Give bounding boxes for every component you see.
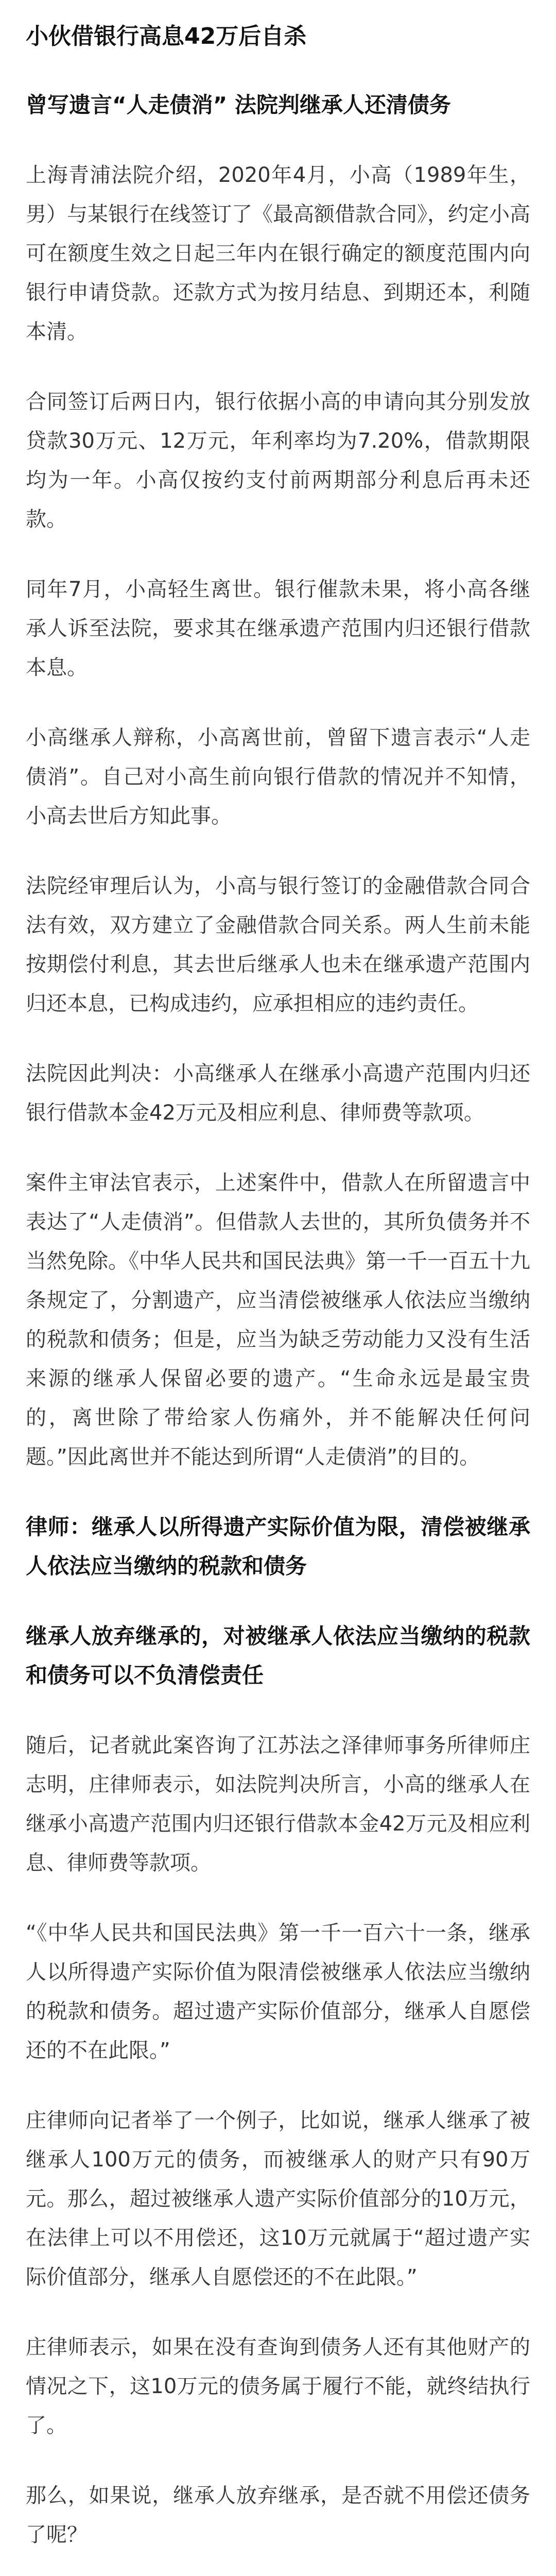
article-paragraph: 法院因此判决：小高继承人在继承小高遗产范围内归还银行借款本金42万元及相应利息、律师费等款项。 xyxy=(26,1062,530,1125)
article-body xyxy=(26,86,530,2576)
article-paragraph: 法院经审理后认为，小高与银行签订的金融借款合同合法有效，双方建立了金融借款合同关系。两人生前未能按期偿付利息，其去世后继承人也未在继承遗产范围内归还本息，已构成违约，应承担相应的违约责任。 xyxy=(26,874,530,1015)
section-heading: 曾写遗言“人走债消” 法院判继承人还清债务 xyxy=(26,92,451,117)
article-paragraph: 庄律师向记者举了一个例子，比如说，继承人继承了被继承人100万元的债务，而被继承人的财产只有90万元。那么，超过被继承人遗产实际价值部分的10万元，在法律上可以不用偿还，这10万元就属于“超过遗产实际价值部分，继承人自愿偿还的不在此限。” xyxy=(26,2109,530,2289)
article-title: 小伙借银行高息42万后自杀 xyxy=(26,23,307,49)
article-paragraph: 合同签订后两日内，银行依据小高的申请向其分别发放贷款30万元、12万元，年利率均为7.20%，借款期限均为一年。小高仅按约支付前两期部分利息后再未还款。 xyxy=(26,390,530,531)
article-paragraph: 小高继承人辩称，小高离世前，曾留下遗言表示“人走债消”。自己对小高生前向银行借款的情况并不知情，小高去世后方知此事。 xyxy=(26,726,530,828)
article-paragraph: “《中华人民共和国民法典》第一千一百六十一条，继承人以所得遗产实际价值为限清偿被继承人依法应当缴纳的税款和债务。超过遗产实际价值部分，继承人自愿偿还的不在此限。” xyxy=(26,1921,530,2062)
section-heading: 继承人放弃继承的，对被继承人依法应当缴纳的税款和债务可以不负清偿责任 xyxy=(26,1623,530,1688)
article-paragraph: 同年7月，小高轻生离世。银行催款未果，将小高各继承人诉至法院，要求其在继承遗产范围内归还银行借款本息。 xyxy=(26,578,530,680)
article-paragraph: 上海青浦法院介绍，2020年4月，小高（1989年生，男）与某银行在线签订了《最高额借款合同》，约定小高可在额度生效之日起三年内在银行确定的额度范围内向银行申请贷款。还款方式为按月结息、到期还本，利随本清。 xyxy=(26,163,530,344)
article-paragraph: 庄律师表示，如果在没有查询到债务人还有其他财产的情况之下，这10万元的债务属于履行不能，就终结执行了。 xyxy=(26,2335,530,2437)
article-paragraph: 案件主审法官表示，上述案件中，借款人在所留遗言中表达了“人走债消”。但借款人去世的，其所负债务并不当然免除。《中华人民共和国民法典》第一千一百五十九条规定了，分割遗产，应当清偿被继承人依法应当缴纳的税款和债务；但是，应当为缺乏劳动能力又没有生活来源的继承人保留必要的遗产。“生命永远是最宝贵的，离世除了带给家人伤痛外，并不能解决任何问题。”因此离世并不能达到所谓“人走债消”的目的。 xyxy=(26,1171,530,1469)
article-paragraph: 随后，记者就此案咨询了江苏法之泽律师事务所律师庄志明，庄律师表示，如法院判决所言，小高的继承人在继承小高遗产范围内归还银行借款本金42万元及相应利息、律师费等款项。 xyxy=(26,1734,530,1875)
section-heading: 律师：继承人以所得遗产实际价值为限，清偿被继承人依法应当缴纳的税款和债务 xyxy=(26,1514,530,1579)
article-paragraph: 那么，如果说，继承人放弃继承，是否就不用偿还债务了呢？ xyxy=(26,2484,530,2547)
